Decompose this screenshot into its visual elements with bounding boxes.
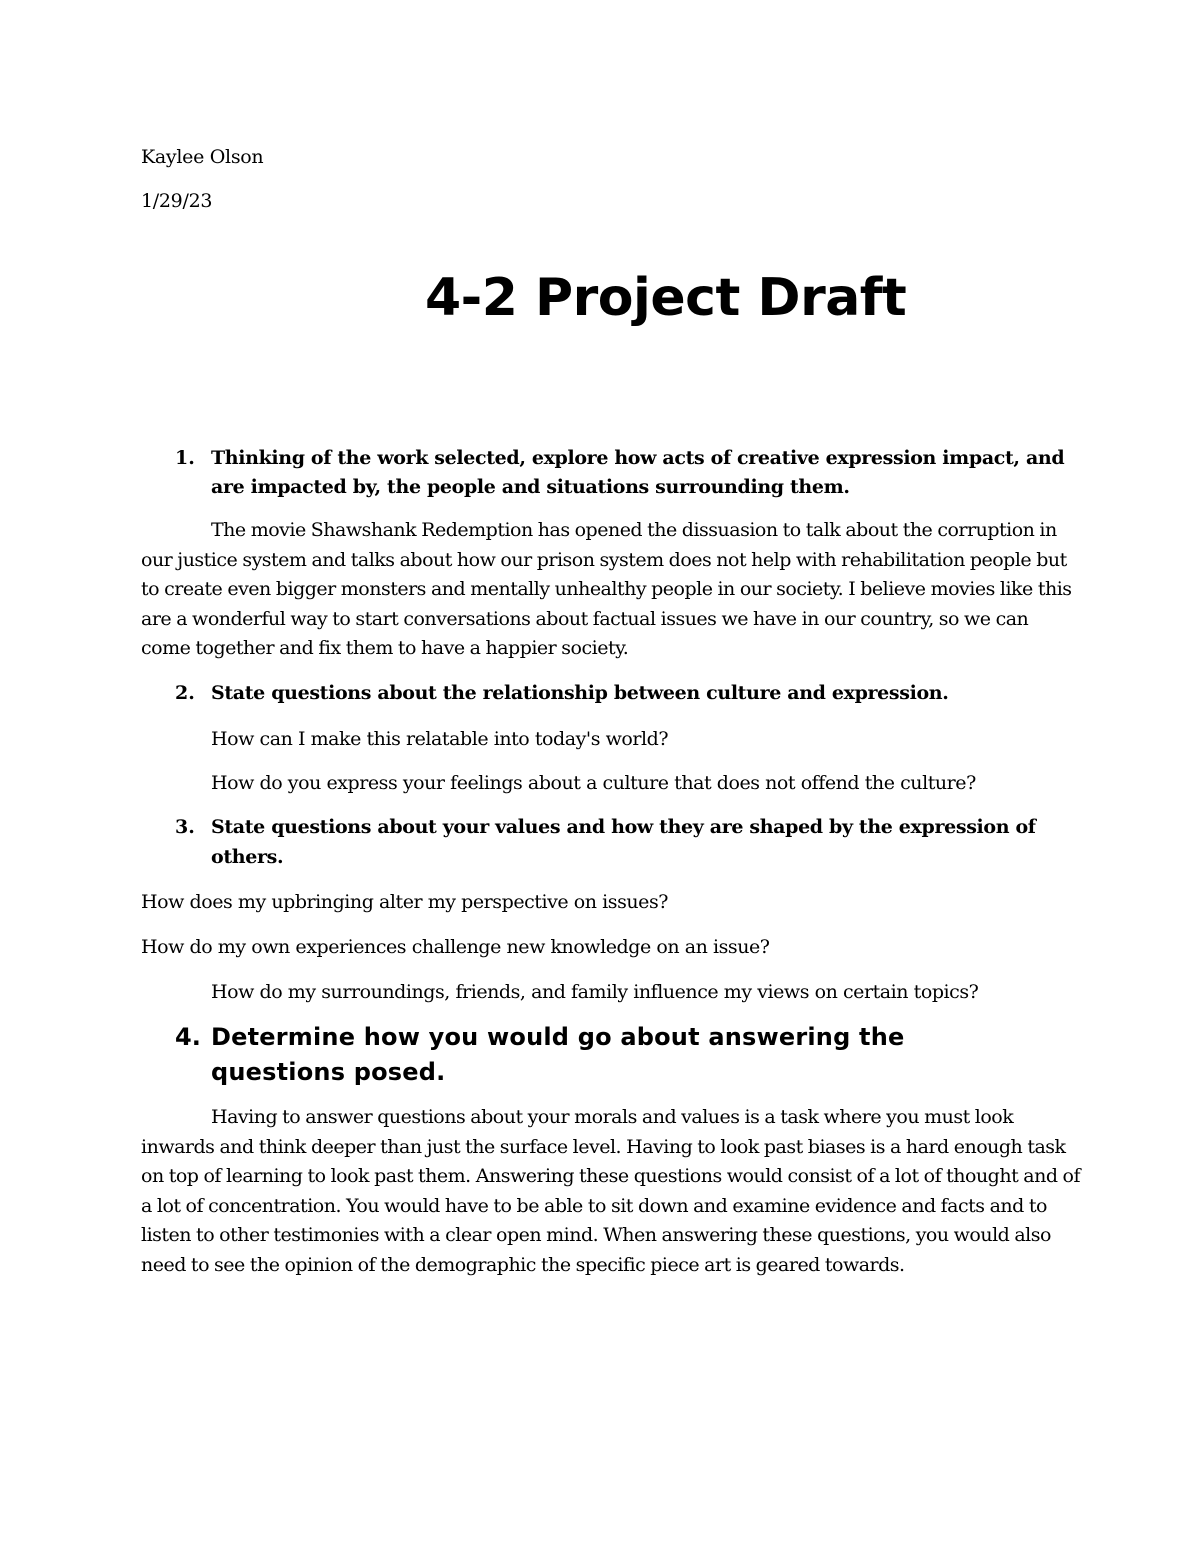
section-3-number: 3.	[175, 816, 195, 838]
section-2-number: 2.	[175, 682, 195, 704]
section-3-answer-2: How do my own experiences challenge new knowledge on an issue?	[141, 936, 770, 958]
section-3-answer-3: How do my surroundings, friends, and family influence my views on certain topics?	[211, 981, 979, 1003]
document-date: 1/29/23	[141, 190, 213, 212]
page-title: 4-2 Project Draft	[425, 268, 907, 328]
section-3-answer-1: How does my upbringing alter my perspective on issues?	[141, 891, 668, 913]
section-1-answer: The movie Shawshank Redemption has opened the dissuasion to talk about the corruption in our justice system and talks about how our prison system does not help with rehabilitation people but to create even bigger monsters and mentally unhealthy people in our society. I believe movies like this are a wonderful way to start conversations about factual issues we have in our country, so we can come together and fix them to have a happier society.	[141, 519, 1072, 659]
section-4-number: 4.	[175, 1023, 201, 1051]
section-3-question-line-2: others.	[211, 846, 284, 868]
section-4-question: Determine how you would go about answering the questions posed.	[211, 1023, 905, 1086]
section-4-answer: Having to answer questions about your morals and values is a task where you must look inwards and think deeper than just the surface level. Having to look past biases is a hard enough task on top of learning to look past them. Answering these questions would consist of a lot of thought and of a lot of concentration. You would have to be able to sit down and examine evidence and facts and to listen to other testimonies with a clear open mind. When answering these questions, you would also need to see the opinion of the demographic the specific piece art is geared towards.	[141, 1106, 1080, 1276]
section-2-question: State questions about the relationship between culture and expression.	[211, 682, 949, 704]
section-1-question-line-2: are impacted by, the people and situations surrounding them.	[211, 476, 850, 498]
author-name: Kaylee Olson	[141, 146, 264, 168]
section-1-question-line-1: Thinking of the work selected, explore how acts of creative expression impact, and	[211, 447, 1065, 469]
section-2-answer-2: How do you express your feelings about a culture that does not offend the culture?	[211, 772, 976, 794]
section-1-number: 1.	[175, 447, 195, 469]
section-3-question-line-1: State questions about your values and how they are shaped by the expression of	[211, 816, 1036, 838]
section-2-answer-1: How can I make this relatable into today's world?	[211, 728, 669, 750]
